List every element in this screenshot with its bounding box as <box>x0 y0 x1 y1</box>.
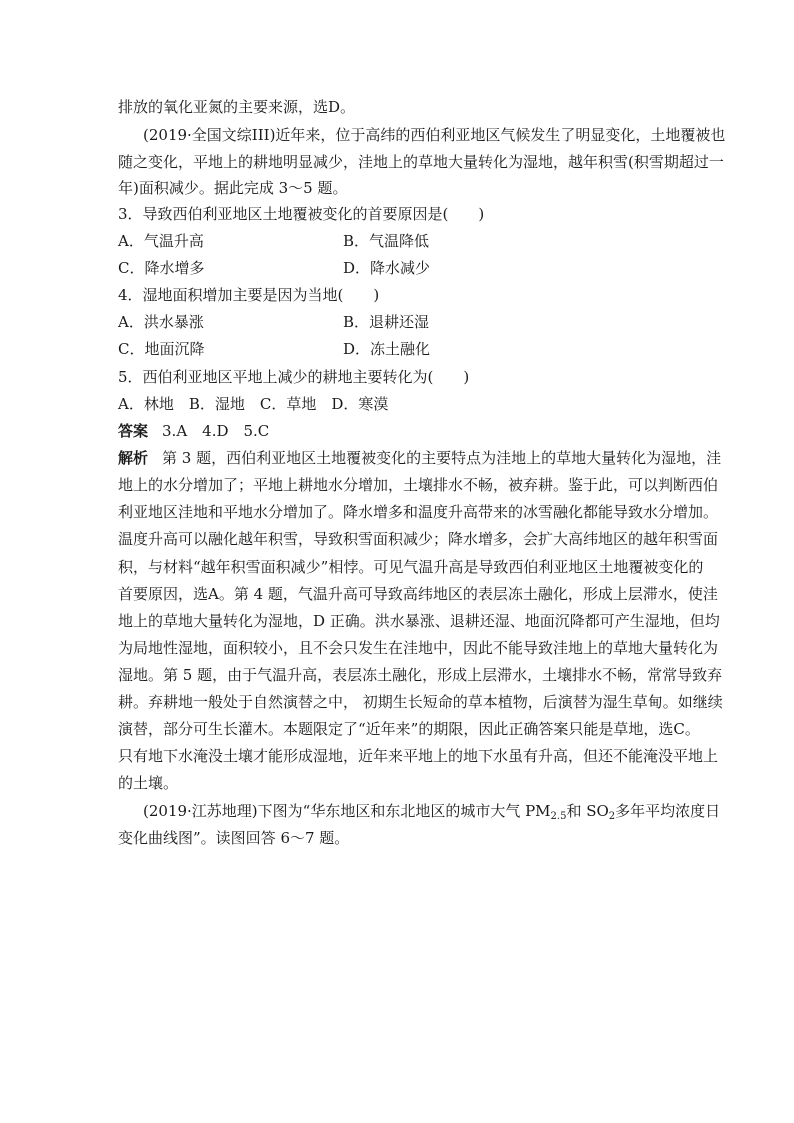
question-3-option-b: B．气温降低 <box>343 232 430 250</box>
passage1-line2: 随之变化，平地上的耕地明显减少，洼地上的草地大量转化为湿地，越年积雪(积雪期超过一 <box>118 153 724 171</box>
answer-label: 答案 <box>118 422 149 440</box>
analysis-line5: 积，与材料“越年积雪面积减少”相悖。可见气温升高是导致西伯利亚地区土地覆被变化的 <box>118 558 704 576</box>
question-3-options-row1 <box>118 230 430 252</box>
analysis-label: 解析 <box>118 449 149 467</box>
analysis-line13: 的土壤。 <box>118 774 179 792</box>
answer-text: 3.A 4.D 5.C <box>162 422 270 440</box>
analysis-line9: 湿地。第 5 题，由于气温升高，表层冻土融化，形成上层滞水，土壤排水不畅，常常导致弃 <box>118 666 723 684</box>
passage2-line1-part-a: (2019·江苏地理)下图为“华东地区和东北地区的城市大气 PM <box>143 802 551 820</box>
analysis-line1 <box>118 447 721 469</box>
passage1-line3: 年)面积减少。据此完成 3～5 题。 <box>118 179 348 197</box>
question-4-stem: 4．湿地面积增加主要是因为当地( ) <box>118 286 380 304</box>
question-4-option-b: B．退耕还湿 <box>343 313 430 331</box>
analysis-line3: 利亚地区洼地和平地水分增加了。降水增多和温度升高带来的冰雪融化都能导致水分增加。 <box>118 503 719 521</box>
analysis-line10: 耕。弃耕地一般处于自然演替之中， 初期生长短命的草本植物，后演替为湿生草甸。如继续 <box>118 693 723 711</box>
passage2-line1-part-b: 和 SO <box>566 802 609 820</box>
question-4-option-a: A．洪水暴涨 <box>118 313 204 331</box>
answer-line <box>118 420 269 442</box>
so2-subscript: 2 <box>608 811 616 822</box>
passage2-line1 <box>143 800 720 822</box>
question-4-option-d: D．冻土融化 <box>343 340 431 358</box>
pm25-subscript: 2.5 <box>550 811 567 822</box>
analysis-line8: 为局地性湿地，面积较小，且不会只发生在洼地中，因此不能导致洼地上的草地大量转化为 <box>118 639 719 657</box>
passage2-line2: 变化曲线图”。读图回答 6～7 题。 <box>118 829 350 847</box>
intro-tail-text: 排放的氧化亚氮的主要来源，选D。 <box>118 98 356 116</box>
question-3-options-row2 <box>118 257 431 279</box>
analysis-line11: 演替，部分可生长灌木。本题限定了“近年来”的期限，因此正确答案只能是草地，选C。 <box>118 720 700 738</box>
question-4-option-c: C．地面沉降 <box>118 340 205 358</box>
question-5-stem: 5．西伯利亚地区平地上减少的耕地主要转化为( ) <box>118 368 470 386</box>
analysis-line2: 地上的水分增加了；平地上耕地水分增加，土壤排水不畅，被弃耕。鉴于此，可以判断西伯 <box>118 476 719 494</box>
analysis-line4: 温度升高可以融化越年积雪，导致积雪面积减少；降水增多，会扩大高纬地区的越年积雪面 <box>118 530 719 548</box>
analysis-line12: 只有地下水淹没土壤才能形成湿地，近年来平地上的地下水虽有升高，但还不能淹没平地上 <box>118 747 719 765</box>
question-3-option-a: A．气温升高 <box>118 232 204 250</box>
question-4-options-row1 <box>118 311 430 333</box>
passage1-line1: (2019·全国文综III)近年来，位于高纬的西伯利亚地区气候发生了明显变化，土地覆被也 <box>143 126 726 144</box>
question-3-option-d: D．降水减少 <box>343 259 431 277</box>
analysis-line6: 首要原因，选A。第 4 题，气温升高可导致高纬地区的表层冻土融化，形成上层滞水，使洼 <box>118 585 718 603</box>
question-3-stem: 3．导致西伯利亚地区土地覆被变化的首要原因是( ) <box>118 205 485 223</box>
passage2-line1-part-c: 多年平均浓度日 <box>615 802 721 820</box>
question-5-options: A．林地 B．湿地 C．草地 D．寒漠 <box>118 395 389 413</box>
question-3-option-c: C．降水增多 <box>118 259 205 277</box>
analysis-line7: 地上的草地大量转化为湿地，D 正确。洪水暴涨、退耕还湿、地面沉降都可产生湿地，但均 <box>118 612 720 630</box>
question-4-options-row2 <box>118 338 431 360</box>
analysis-line1-text: 第 3 题，西伯利亚地区土地覆被变化的主要特点为洼地上的草地大量转化为湿地，洼 <box>162 449 722 467</box>
